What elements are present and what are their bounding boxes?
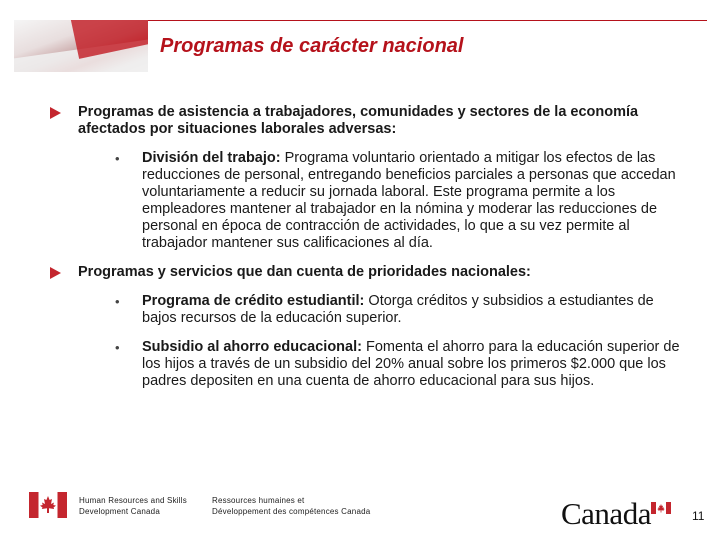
wordmark-flag-icon	[651, 502, 671, 514]
section-heading: Programas de asistencia a trabajadores, comunidades y sectores de la economía afectados por situaciones laborales adversas:	[78, 104, 639, 137]
bullet-text: Fomenta el ahorro para la educación superior de los hijos a través de un subsidio del 20% anual sobre los primeros $2.000 que los padres depositen en una cuenta de ahorro educacional para sus hijos.	[142, 339, 680, 389]
section-heading: Programas y servicios que dan cuenta de prioridades nacionales:	[78, 264, 531, 280]
bullet-dot-icon: •	[115, 340, 120, 355]
bullet-term: División del trabajo:	[142, 150, 281, 166]
bullet-item-division-del-trabajo	[78, 150, 692, 252]
canada-flag-icon	[29, 492, 67, 518]
header-divider	[148, 20, 707, 21]
department-name-french: Ressources humaines et Développement des compétences Canada	[212, 496, 371, 516]
department-name-english: Human Resources and Skills Development Canada	[79, 496, 187, 516]
bullet-list	[78, 150, 690, 252]
bullet-item-ahorro-educacional	[78, 339, 692, 390]
arrow-bullet-icon	[50, 107, 61, 119]
slide-title: Programas de carácter nacional	[160, 35, 464, 57]
page-number: 11	[692, 509, 705, 523]
bullet-text: Otorga créditos y subsidios a estudiantes de bajos recursos de la educación superior.	[142, 293, 654, 326]
bullet-term: Subsidio al ahorro educacional:	[142, 339, 362, 355]
section-national-priorities	[50, 264, 690, 390]
bullet-text: Programa voluntario orientado a mitigar los efectos de las reducciones de personal, entregando beneficios parciales a personas que accedan voluntariamente a reducir su jornada laboral. Este programa permite a los empleadores mantener al trabajador en la nómina y moderar las reducciones de personal en época de contracción de actividades, lo que a su vez permite al trabajador mantener sus calificaciones al día.	[142, 150, 676, 251]
header-flag-image	[14, 20, 148, 72]
bullet-dot-icon: •	[115, 294, 120, 309]
slide-content	[50, 104, 690, 390]
section-assistance-programs	[50, 104, 690, 252]
bullet-list	[78, 293, 690, 390]
canada-wordmark: Canada	[561, 496, 651, 531]
bullet-term: Programa de crédito estudiantil:	[142, 293, 365, 309]
bullet-dot-icon: •	[115, 151, 120, 166]
bullet-item-credito-estudiantil	[78, 293, 692, 327]
arrow-bullet-icon	[50, 267, 61, 279]
